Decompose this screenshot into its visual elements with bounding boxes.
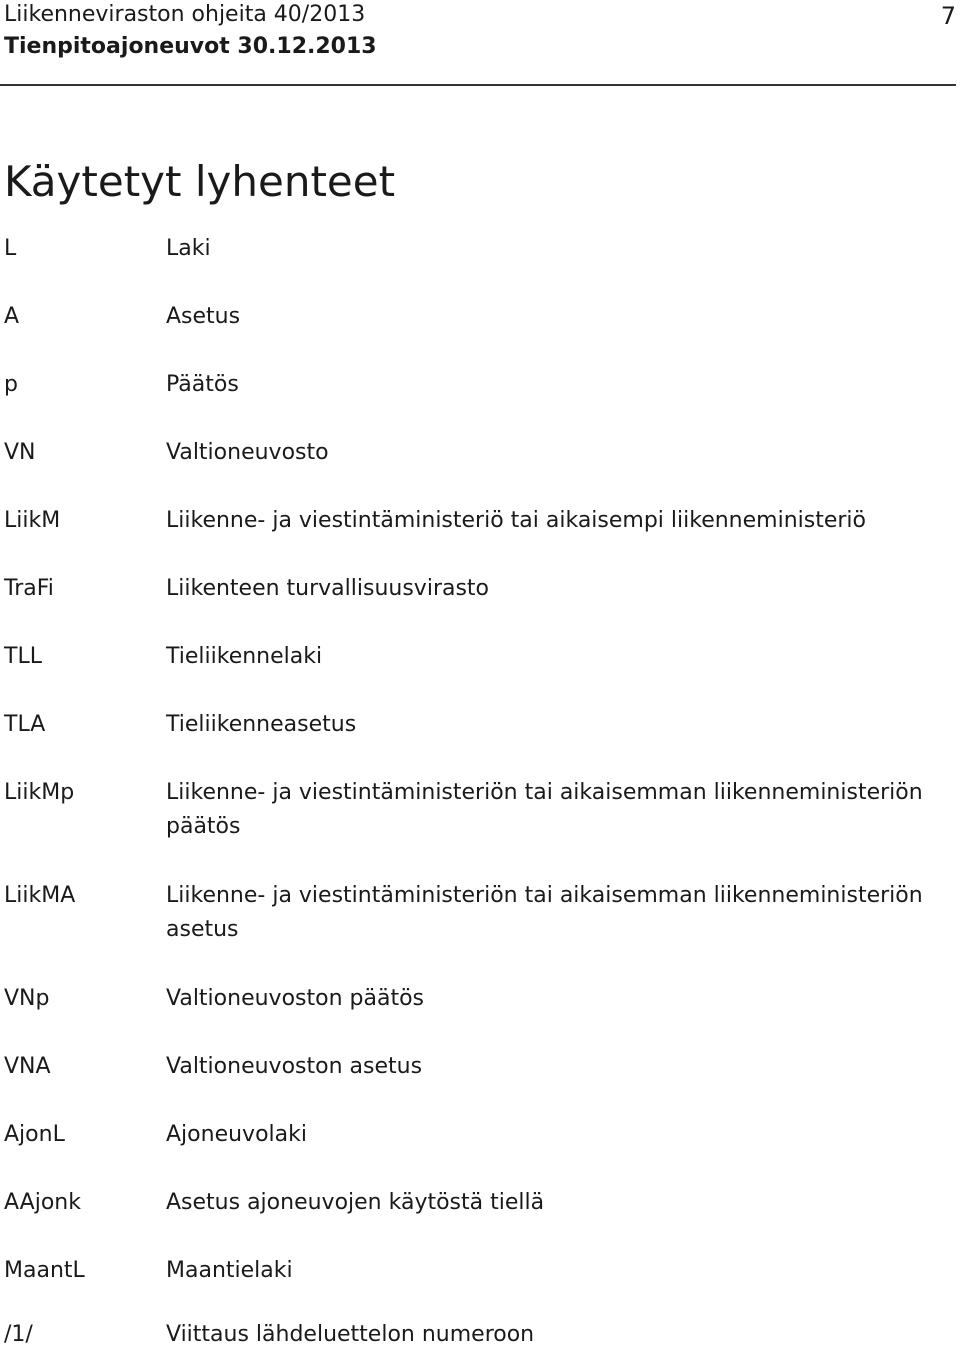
abbreviation-term: VNp [4, 986, 50, 1011]
publication-series: Liikenneviraston ohjeita 40/2013 [4, 2, 366, 27]
abbreviation-term: TraFi [4, 576, 54, 601]
abbreviation-term: VNA [4, 1054, 51, 1079]
abbreviation-term: TLL [4, 644, 42, 669]
abbreviation-definition: Tieliikennelaki [166, 644, 323, 669]
abbreviation-term: L [4, 236, 17, 261]
abbreviation-definition: Liikenne- ja viestintäministeriön tai aikaisemman liikenneministeriön päätös [166, 780, 923, 839]
abbreviation-definition: Laki [166, 236, 211, 261]
abbreviation-term: LiikM [4, 508, 61, 533]
abbreviation-definition: Maantielaki [166, 1258, 293, 1283]
abbreviation-term: /1/ [4, 1322, 33, 1347]
abbreviation-term: A [4, 304, 20, 329]
abbreviation-term: VN [4, 440, 36, 465]
abbreviation-definition: Valtioneuvoston päätös [166, 986, 424, 1011]
abbreviation-definition: Viittaus lähdeluettelon numeroon [166, 1322, 535, 1347]
abbreviation-definition: Valtioneuvosto [166, 440, 329, 465]
abbreviation-term: AjonL [4, 1122, 65, 1147]
abbreviation-definition: Asetus [166, 304, 241, 329]
abbreviation-definition: Asetus ajoneuvojen käytöstä tiellä [166, 1190, 545, 1215]
abbreviation-term: TLA [4, 712, 46, 737]
abbreviation-term: MaantL [4, 1258, 85, 1283]
abbreviation-definition: Valtioneuvoston asetus [166, 1054, 423, 1079]
page-number: 7 [940, 2, 956, 30]
abbreviation-definition: Ajoneuvolaki [166, 1122, 307, 1147]
abbreviation-term: LiikMp [4, 780, 75, 805]
abbreviation-term: AAjonk [4, 1190, 81, 1215]
abbreviation-definition: Liikenne- ja viestintäministeriö tai aikaisempi liikenneministeriö [166, 508, 867, 533]
abbreviation-term: LiikMA [4, 883, 76, 908]
section-title: Käytetyt lyhenteet [4, 157, 396, 207]
abbreviation-term: p [4, 372, 18, 397]
document-title: Tienpitoajoneuvot 30.12.2013 [4, 34, 377, 59]
abbreviation-definition: Päätös [166, 372, 239, 397]
abbreviation-definition: Liikenne- ja viestintäministeriön tai aikaisemman liikenneministeriön asetus [166, 883, 923, 942]
abbreviation-definition: Tieliikenneasetus [166, 712, 357, 737]
abbreviation-definition: Liikenteen turvallisuusvirasto [166, 576, 490, 601]
